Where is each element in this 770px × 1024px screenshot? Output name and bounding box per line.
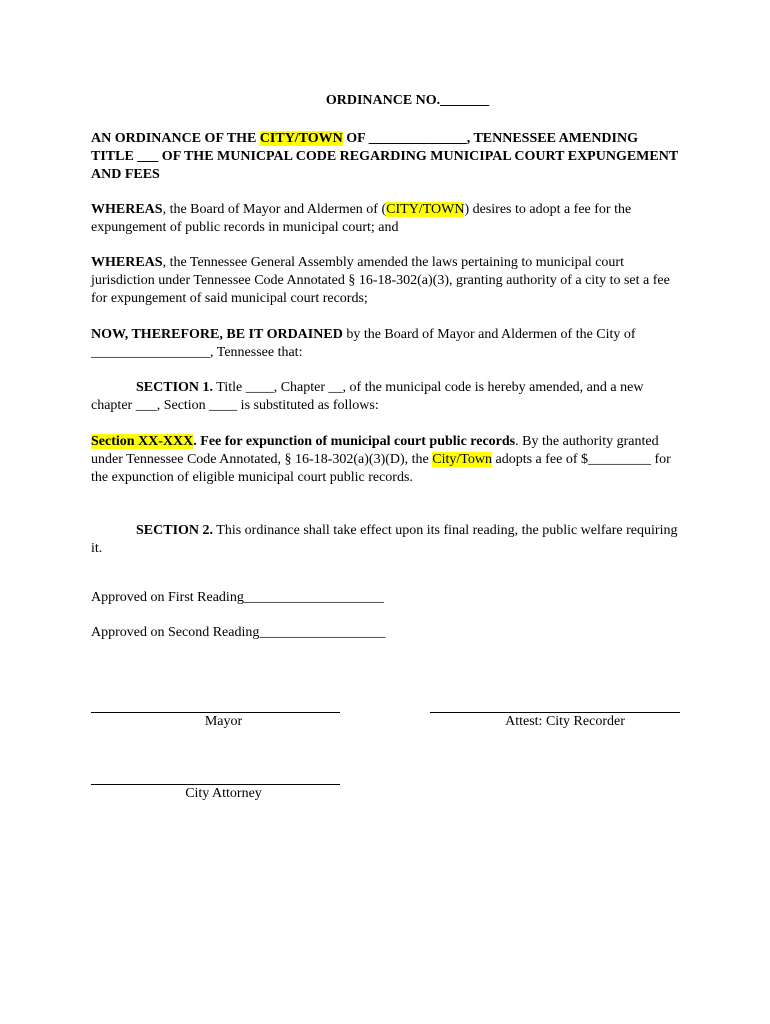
ordained-paragraph bbox=[91, 326, 681, 362]
section1-text: Title ____, Chapter __, of the municipal code is hereby amended, and a new chapter ___, Section ____ is substituted as follows: bbox=[91, 380, 644, 413]
section-xx-heading: . Fee for expunction of municipal court public records bbox=[193, 434, 516, 449]
attest-signature-line bbox=[430, 712, 680, 713]
mayor-label: Mayor bbox=[204, 714, 243, 729]
heading-part1: AN ORDINANCE OF THE bbox=[91, 131, 260, 146]
whereas2-lead: WHEREAS bbox=[91, 255, 163, 270]
section-xx-number-highlight: Section XX-XXX bbox=[91, 434, 194, 449]
whereas1-text2: ) desires to adopt a fee for the expungement of public records in municipal court; and bbox=[91, 202, 632, 235]
ordained-lead: NOW, THEREFORE, BE IT ORDAINED bbox=[91, 327, 343, 342]
whereas1-city-town-highlight: CITY/TOWN bbox=[386, 202, 465, 217]
section2-lead: SECTION 2. bbox=[136, 523, 214, 538]
approval-first-reading: Approved on First Reading____________________ bbox=[91, 590, 384, 605]
section-2-paragraph bbox=[91, 522, 681, 558]
section-xx-city-town-highlight: City/Town bbox=[432, 452, 492, 467]
section2-text: This ordinance shall take effect upon its final reading, the public welfare requiring it. bbox=[91, 523, 678, 556]
ordinance-heading bbox=[91, 130, 681, 184]
mayor-signature-line bbox=[91, 712, 340, 713]
section-1-paragraph bbox=[91, 379, 681, 415]
section-xx-text2: adopts a fee of $_________ for the expunction of eligible municipal court public records. bbox=[91, 452, 671, 485]
section-xx-text1: . By the authority granted under Tennessee Code Annotated, § 16-18-302(a)(3)(D), the bbox=[91, 434, 659, 467]
attorney-signature-line bbox=[91, 784, 340, 785]
whereas-paragraph-2 bbox=[91, 254, 681, 308]
ordained-text: by the Board of Mayor and Aldermen of the City of _________________, Tennessee that: bbox=[91, 327, 636, 360]
whereas2-text: , the Tennessee General Assembly amended the laws pertaining to municipal court jurisdiction under Tennessee Code Annotated § 16-18-302(a)(3), granting authority of a city to set a fee for expungement of said municipal court records; bbox=[91, 255, 670, 306]
approval-second-reading: Approved on Second Reading__________________ bbox=[91, 625, 386, 640]
whereas1-text1: , the Board of Mayor and Aldermen of ( bbox=[162, 202, 387, 217]
section-xx-paragraph bbox=[91, 433, 681, 487]
whereas1-lead: WHEREAS bbox=[91, 202, 163, 217]
attorney-label: City Attorney bbox=[185, 786, 262, 801]
section1-lead: SECTION 1. bbox=[136, 380, 214, 395]
heading-part2: OF ______________, TENNESSEE AMENDING TITLE ___ OF THE MUNICPAL CODE REGARDING MUNICIPAL COURT EXPUNGEMENT AND FEES bbox=[91, 131, 678, 182]
ordinance-title: ORDINANCE NO._______ bbox=[325, 93, 490, 108]
whereas-paragraph-1 bbox=[91, 201, 681, 237]
heading-city-town-highlight: CITY/TOWN bbox=[259, 131, 343, 146]
attest-label: Attest: City Recorder bbox=[505, 714, 625, 729]
